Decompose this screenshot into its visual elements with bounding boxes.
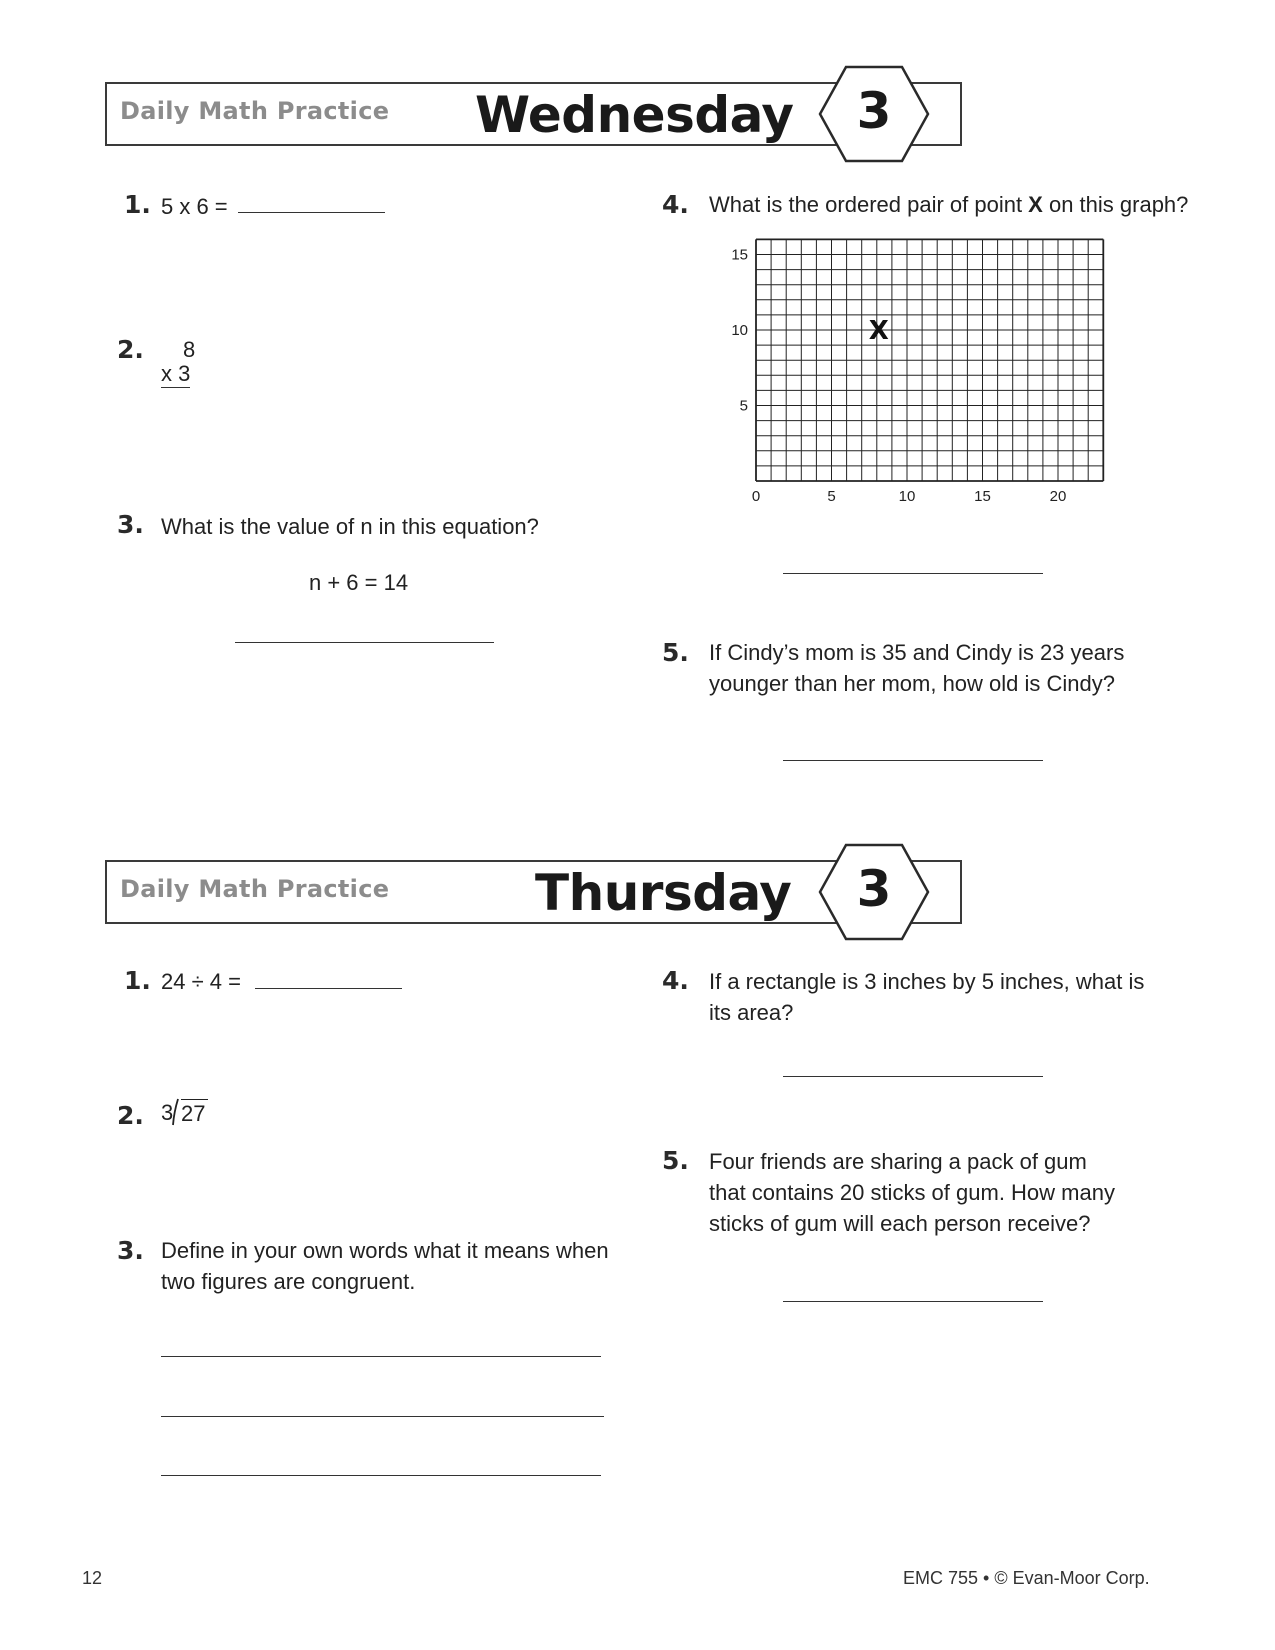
thu-q3-answer-line-1[interactable] xyxy=(161,1356,601,1357)
wednesday-series-title: Daily Math Practice xyxy=(120,97,390,125)
thu-q3-answer-line-2[interactable] xyxy=(161,1416,604,1417)
thu-q2-number: 2. xyxy=(117,1101,144,1130)
thursday-week-number: 3 xyxy=(856,860,892,918)
thu-q4-answer-line[interactable] xyxy=(783,1076,1043,1077)
wed-q4-text-after: on this graph? xyxy=(1042,192,1189,217)
y-tick-label: 15 xyxy=(731,246,748,264)
x-tick-label: 20 xyxy=(1049,488,1067,503)
wed-q1-number: 1. xyxy=(124,190,151,219)
page-number: 12 xyxy=(82,1568,103,1588)
thu-q4-text: If a rectangle is 3 inches by 5 inches, what is its area? xyxy=(709,969,1145,1025)
wed-q4-text-before: What is the ordered pair of point xyxy=(709,192,1029,217)
wednesday-day-title: Wednesday xyxy=(475,86,794,144)
thu-q3-number: 3. xyxy=(117,1236,144,1265)
y-tick-label: 5 xyxy=(739,397,748,415)
thu-q5-answer-line[interactable] xyxy=(783,1301,1043,1302)
wed-q5-answer-line[interactable] xyxy=(783,760,1043,761)
wed-q3-number: 3. xyxy=(117,510,144,539)
thu-q3-text: Define in your own words what it means when two figures are congruent. xyxy=(161,1238,609,1294)
wed-q1-text: 5 x 6 = xyxy=(161,194,228,219)
wed-q5-number: 5. xyxy=(662,638,689,667)
wed-q4-text xyxy=(709,189,1188,220)
wed-q2-bottom-operand: x 3 xyxy=(161,361,191,386)
x-tick-label: 10 xyxy=(898,488,916,503)
x-tick-label: 5 xyxy=(827,488,836,503)
wed-q2-number: 2. xyxy=(117,335,144,364)
thu-q2-division-bracket-icon xyxy=(172,1098,180,1126)
wed-q2-top-operand: 8 xyxy=(183,337,196,362)
wed-q3-equation: n + 6 = 14 xyxy=(309,570,409,595)
thursday-day-title: Thursday xyxy=(535,864,792,922)
thu-q1-text: 24 ÷ 4 = xyxy=(161,969,241,994)
wednesday-week-number: 3 xyxy=(856,82,892,140)
thu-q2-dividend: 27 xyxy=(181,1099,208,1128)
x-tick-label: 15 xyxy=(974,488,991,503)
x-tick-label: 0 xyxy=(751,488,761,503)
thu-q4-number: 4. xyxy=(662,966,689,995)
wed-q3-answer-line[interactable] xyxy=(235,642,494,643)
wed-q4-answer-line[interactable] xyxy=(783,573,1043,574)
thu-q3-answer-line-3[interactable] xyxy=(161,1475,601,1476)
thu-q2-divisor: 3 xyxy=(161,1100,174,1125)
thu-q1-answer-line[interactable] xyxy=(255,988,402,989)
y-tick-label: 10 xyxy=(731,322,748,339)
thu-q5-text: Four friends are sharing a pack of gum that contains 20 sticks of gum. How many sticks of gum will each person receive? xyxy=(709,1149,1115,1236)
thursday-series-title: Daily Math Practice xyxy=(120,875,390,903)
thu-q5-number: 5. xyxy=(662,1146,689,1175)
wed-q4-number: 4. xyxy=(662,190,689,219)
coordinate-grid xyxy=(730,235,1120,503)
wed-q4-point-label: X xyxy=(1028,192,1043,217)
footer-credit: EMC 755 • © Evan-Moor Corp. xyxy=(903,1568,1150,1588)
thu-q1-number: 1. xyxy=(124,966,151,995)
wed-q3-text: What is the value of n in this equation? xyxy=(161,514,539,539)
wed-q1-answer-line[interactable] xyxy=(238,212,385,213)
wed-q5-text: If Cindy’s mom is 35 and Cindy is 23 years younger than her mom, how old is Cindy? xyxy=(709,640,1125,696)
point-x-marker: X xyxy=(868,316,889,346)
